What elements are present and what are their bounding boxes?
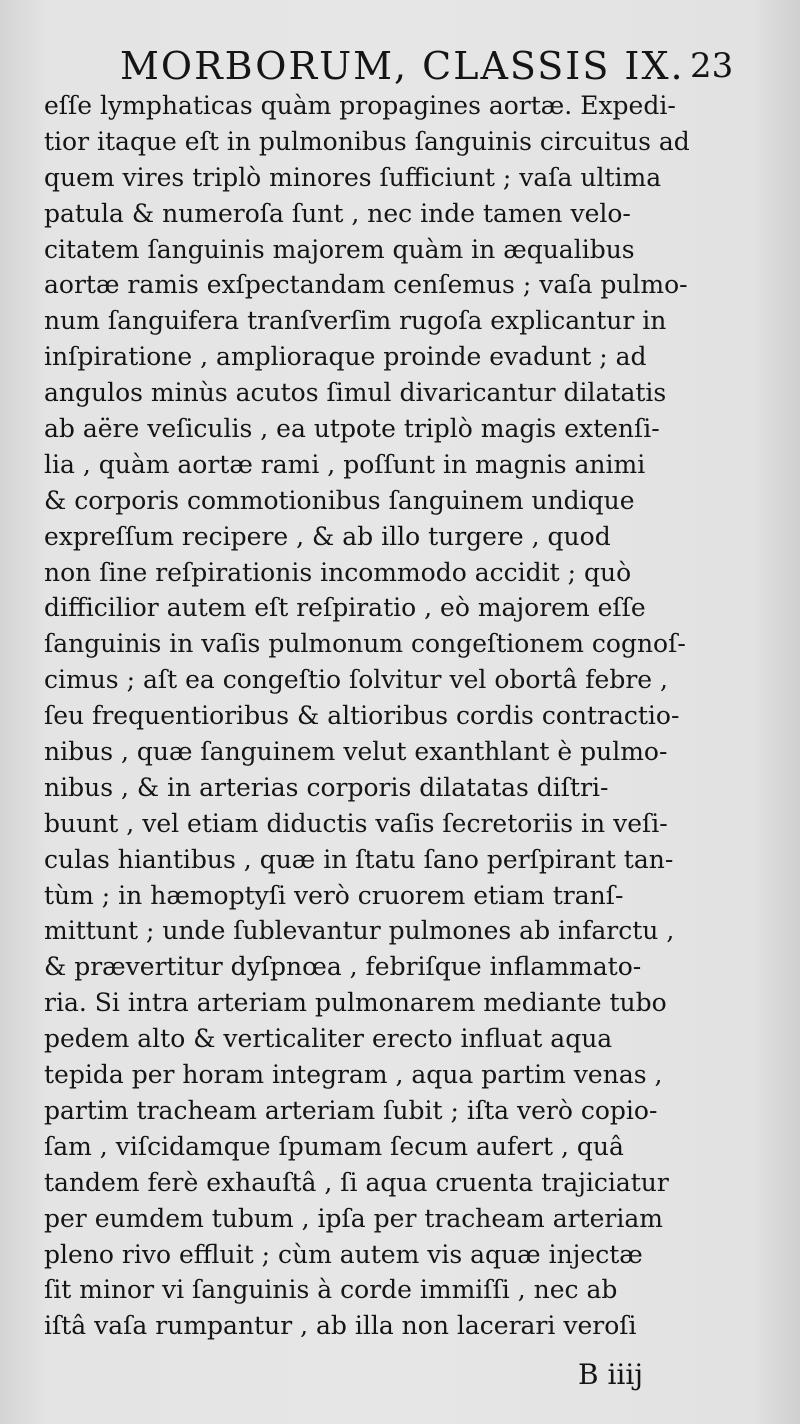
text-line: citatem ſanguinis majorem quàm in æqualibus [44, 234, 635, 264]
text-line: difficilior autem eſt reſpiratio , eò majorem eſſe [44, 593, 646, 623]
text-line: partim tracheam arteriam ſubit ; iſta verò copio- [44, 1095, 658, 1125]
text-line: pedem alto & verticaliter erecto influat aqua [44, 1024, 613, 1054]
text-line: patula & numeroſa ſunt , nec inde tamen velo- [44, 198, 631, 228]
text-line: iſtâ vaſa rumpantur , ab illa non lacerari veroſi [44, 1311, 637, 1341]
text-line: nibus , quæ ſanguinem velut exanthlant è pulmo- [44, 737, 668, 767]
text-line: ſanguinis in vaſis pulmonum congeſtionem cognoſ- [44, 629, 686, 659]
text-line: per eumdem tubum , ipſa per tracheam arteriam [44, 1203, 663, 1233]
text-line: tior itaque eſt in pulmonibus ſanguinis circuitus ad [44, 126, 690, 156]
text-line: lia , quàm aortæ rami , poſſunt in magnis animi [44, 449, 646, 479]
text-line: pleno rivo effluit ; cùm autem vis aquæ injectæ [44, 1239, 643, 1269]
text-line: ria. Si intra arteriam pulmonarem mediante tubo [44, 988, 667, 1018]
text-line: mittunt ; unde ſublevantur pulmones ab infarctu , [44, 916, 675, 946]
body-text [44, 88, 764, 1344]
text-line: culas hiantibus , quæ in ſtatu ſano perſpirant tan- [44, 844, 674, 874]
text-line: quem vires triplò minores ſufficiunt ; vaſa ultima [44, 162, 662, 192]
text-line: inſpiratione , amplioraque proinde evadunt ; ad [44, 342, 647, 372]
signature-mark: B iiij [578, 1358, 644, 1391]
text-line: cimus ; aſt ea congeſtio ſolvitur vel obortâ febre , [44, 665, 668, 695]
text-line: expreſſum recipere , & ab illo turgere , quod [44, 521, 611, 551]
text-line: tùm ; in hæmoptyſi verò cruorem etiam tranſ- [44, 880, 624, 910]
page-number: 23 [690, 46, 734, 86]
text-line: non ſine reſpirationis incommodo accidit ; quò [44, 557, 632, 587]
text-line: ab aëre veſiculis , ea utpote triplò magis extenſi- [44, 414, 660, 444]
text-line: & prævertitur dyſpnœa , febriſque inflammato- [44, 952, 642, 982]
text-line: tepida per horam integram , aqua partim venas , [44, 1060, 663, 1090]
text-line: tandem ferè exhauſtâ , ſi aqua cruenta trajiciatur [44, 1167, 669, 1197]
running-title: MORBORUM, CLASSIS IX. [120, 44, 685, 88]
text-line: buunt , vel etiam diductis vaſis ſecretoriis in veſi- [44, 808, 668, 838]
text-line: num ſanguifera tranſverſim rugoſa explicantur in [44, 306, 667, 336]
text-line: aortæ ramis exſpectandam cenſemus ; vaſa pulmo- [44, 270, 688, 300]
text-line: ſeu frequentioribus & altioribus cordis contractio- [44, 701, 680, 731]
text-line: angulos minùs acutos ſimul divaricantur dilatatis [44, 378, 667, 408]
text-line: & corporis commotionibus ſanguinem undique [44, 485, 635, 515]
text-line: ſit minor vi ſanguinis à corde immiſſi , nec ab [44, 1275, 618, 1305]
text-line: nibus , & in arterias corporis dilatatas diſtri- [44, 772, 609, 802]
text-line: eſſe lymphaticas quàm propagines aortæ. Expedi- [44, 91, 676, 120]
text-line: ſam , viſcidamque ſpumam ſecum aufert , quâ [44, 1131, 624, 1161]
